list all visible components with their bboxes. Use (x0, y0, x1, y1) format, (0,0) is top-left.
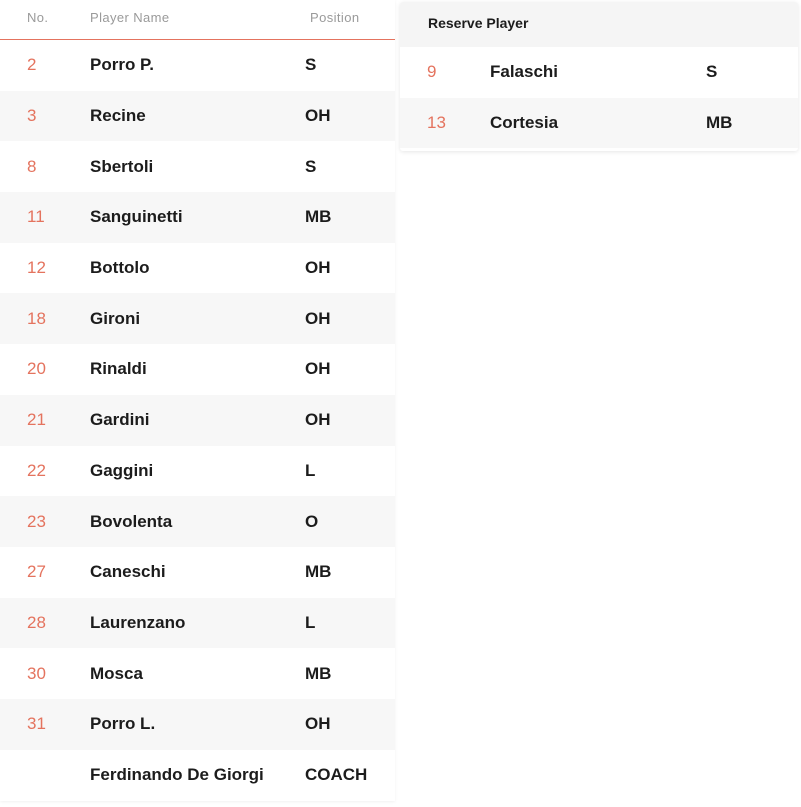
table-row (0, 243, 395, 294)
player-number: 28 (27, 612, 46, 632)
player-position: OH (305, 106, 331, 126)
player-position: COACH (305, 764, 368, 784)
column-header-player-name: Player Name (90, 10, 170, 25)
player-position: MB (305, 663, 332, 683)
table-row (0, 141, 395, 192)
player-number: 12 (27, 258, 46, 278)
table-row (0, 344, 395, 395)
table-row (0, 446, 395, 497)
player-number: 31 (27, 714, 46, 734)
player-position: OH (305, 308, 331, 328)
player-number: 13 (427, 112, 446, 132)
table-row (0, 648, 395, 699)
table-row (0, 547, 395, 598)
player-position: S (305, 55, 317, 75)
player-name: Ferdinando De Giorgi (90, 764, 264, 784)
reserve-row (400, 98, 798, 149)
player-name: Porro L. (90, 714, 156, 734)
player-number: 22 (27, 460, 46, 480)
player-name: Falaschi (490, 62, 559, 82)
player-number: 21 (27, 410, 46, 430)
player-position: L (305, 612, 316, 632)
player-number: 23 (27, 511, 46, 531)
reserve-player-title: Reserve Player (428, 15, 529, 31)
player-position: MB (305, 207, 332, 227)
column-header-number: No. (27, 10, 49, 25)
player-name: Caneschi (90, 562, 166, 582)
player-name: Bottolo (90, 258, 150, 278)
player-name: Gironi (90, 308, 141, 328)
reserve-player-panel (400, 2, 798, 151)
player-number: 27 (27, 562, 46, 582)
table-row (0, 750, 395, 801)
player-name: Gardini (90, 410, 150, 430)
roster-table (0, 0, 395, 801)
player-number: 8 (27, 156, 37, 176)
table-row (0, 91, 395, 142)
player-name: Sbertoli (90, 156, 154, 176)
table-row (0, 699, 395, 750)
player-number: 2 (27, 55, 37, 75)
player-position: S (305, 156, 317, 176)
player-name: Laurenzano (90, 612, 186, 632)
player-number: 20 (27, 359, 46, 379)
player-number: 11 (27, 207, 45, 227)
player-position: MB (706, 112, 733, 132)
reserve-player-list (400, 47, 798, 148)
player-name: Recine (90, 106, 146, 126)
player-name: Rinaldi (90, 359, 147, 379)
reserve-row (400, 47, 798, 98)
table-row (0, 293, 395, 344)
player-position: OH (305, 714, 331, 734)
table-row (0, 192, 395, 243)
table-row (0, 598, 395, 649)
player-name: Sanguinetti (90, 207, 183, 227)
table-row (0, 40, 395, 91)
player-name: Mosca (90, 663, 143, 683)
player-name: Gaggini (90, 460, 154, 480)
player-position: OH (305, 359, 331, 379)
player-number: 30 (27, 663, 46, 683)
table-row (0, 395, 395, 446)
player-number: 3 (27, 106, 37, 126)
player-number: 9 (427, 62, 437, 82)
roster-table-header (0, 0, 395, 40)
player-position: OH (305, 258, 331, 278)
player-name: Porro P. (90, 55, 154, 75)
roster-table-body (0, 40, 395, 800)
reserve-player-header (400, 2, 798, 47)
player-position: O (305, 511, 319, 531)
player-position: S (706, 62, 718, 82)
player-position: L (305, 460, 316, 480)
column-header-position: Position (310, 10, 360, 25)
player-number: 18 (27, 308, 46, 328)
player-name: Cortesia (490, 112, 559, 132)
table-row (0, 496, 395, 547)
player-name: Bovolenta (90, 511, 173, 531)
player-position: MB (305, 562, 332, 582)
player-position: OH (305, 410, 331, 430)
